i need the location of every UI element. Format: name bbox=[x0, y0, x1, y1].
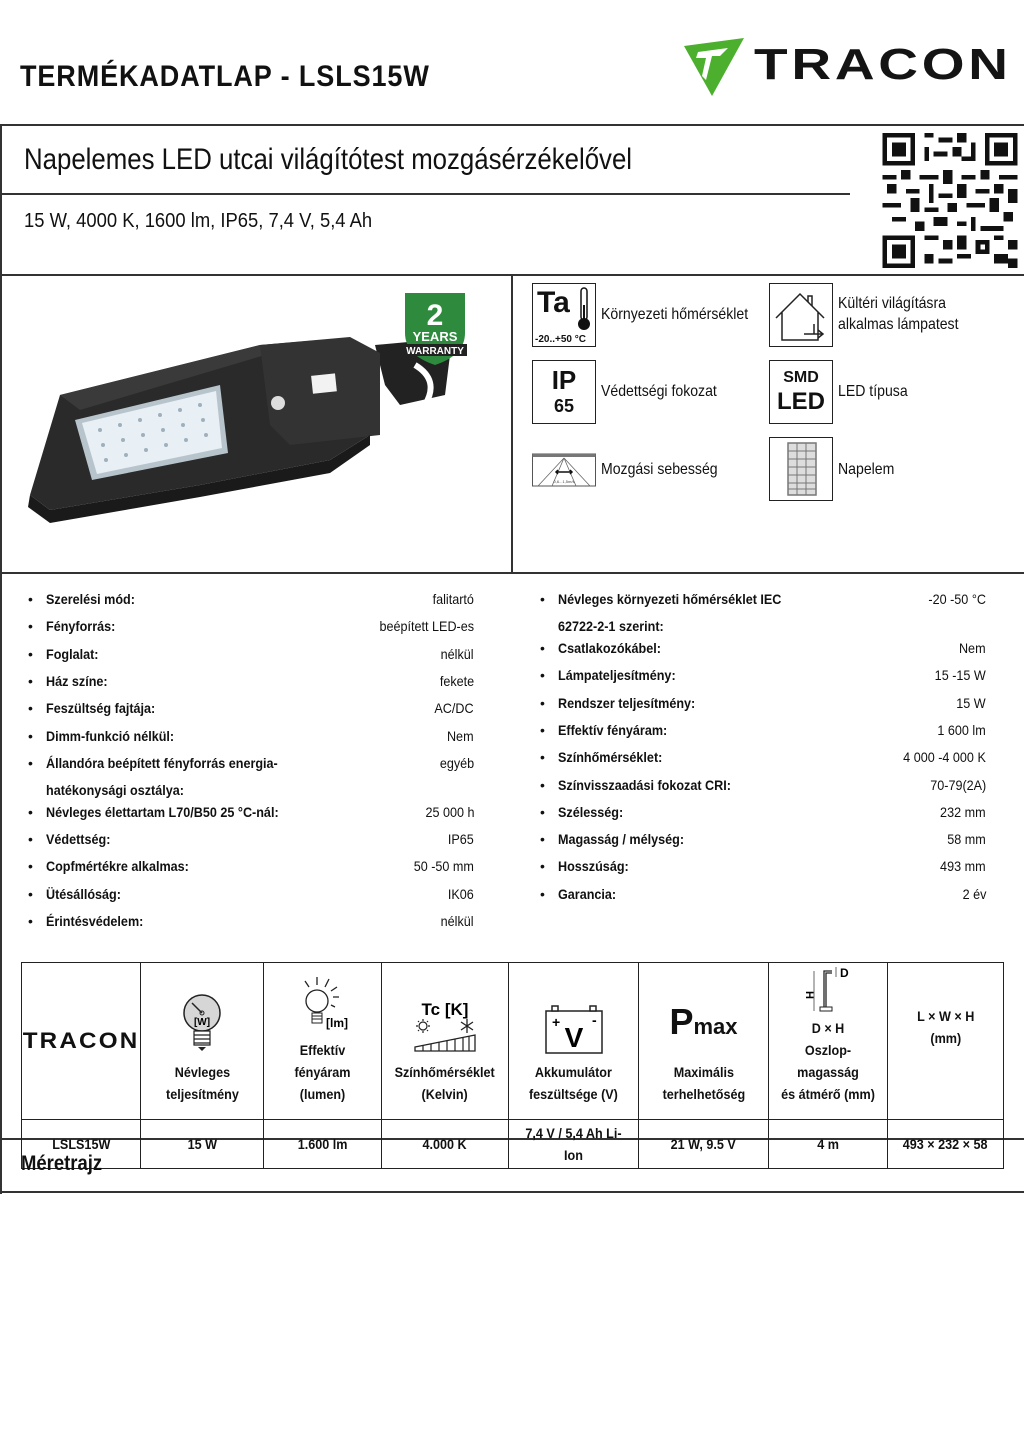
spec-label: Lámpateljesítmény: bbox=[558, 667, 676, 684]
spec-label: Ütésállóság: bbox=[46, 885, 121, 902]
frame-left bbox=[0, 124, 2, 1194]
spec-value: IP65 bbox=[448, 831, 474, 848]
bulb-watt-icon bbox=[180, 991, 224, 1055]
spec-row bbox=[540, 719, 986, 741]
spec-label: Színvisszaadási fokozat CRI: bbox=[558, 776, 731, 793]
divider bbox=[0, 193, 850, 195]
bullet-icon: • bbox=[28, 672, 33, 689]
product-title: Napelemes LED utcai világítótest mozgásérzékelővel bbox=[24, 143, 633, 176]
svg-text:WARRANTY: WARRANTY bbox=[406, 346, 464, 357]
thermometer-icon bbox=[577, 287, 591, 331]
bullet-icon: • bbox=[28, 831, 33, 848]
bullet-icon: • bbox=[540, 694, 545, 711]
spec-label: Állandóra beépített fényforrás energia- bbox=[46, 754, 278, 771]
spec-row bbox=[28, 588, 474, 610]
svg-text:0,6...1,5m/s: 0,6...1,5m/s bbox=[553, 479, 575, 484]
color-temperature-icon bbox=[413, 999, 477, 1055]
spec-label: Ház színe: bbox=[46, 672, 108, 689]
summary-value: 7,4 V / 5,4 Ah Li-Ion bbox=[509, 1120, 639, 1169]
spec-label: Szélesség: bbox=[558, 803, 624, 820]
spec-row bbox=[28, 752, 474, 801]
bullet-icon: • bbox=[540, 721, 545, 738]
spec-row bbox=[28, 697, 474, 719]
bullet-icon: • bbox=[28, 885, 33, 902]
svg-text:+: + bbox=[551, 1014, 560, 1030]
spec-value: Nem bbox=[959, 640, 986, 656]
spec-label: Színhőmérséklet: bbox=[558, 749, 663, 766]
spec-value: beépített LED-es bbox=[379, 618, 474, 635]
spec-row bbox=[540, 664, 986, 686]
spec-label: Foglalat: bbox=[46, 645, 99, 662]
divider bbox=[0, 572, 1024, 574]
spec-row bbox=[540, 801, 986, 823]
divider bbox=[511, 274, 513, 574]
summary-pmax-cell: Pmax Maximális terhelhetőség bbox=[639, 963, 769, 1120]
spec-row bbox=[28, 670, 474, 692]
spec-label: Garancia: bbox=[558, 885, 617, 902]
spec-row bbox=[540, 692, 986, 714]
dimension-drawing-heading: Méretrajz bbox=[21, 1152, 103, 1175]
spec-label-cont: 62722-2-1 szerint: bbox=[558, 618, 664, 634]
spec-row bbox=[28, 615, 474, 637]
svg-text:V: V bbox=[564, 1022, 583, 1053]
spec-row bbox=[540, 637, 986, 659]
bullet-icon: • bbox=[28, 700, 33, 717]
summary-brand-cell bbox=[22, 963, 141, 1120]
qr-code-icon[interactable] bbox=[881, 133, 1019, 268]
feature-label: LED típusa bbox=[838, 383, 908, 400]
spec-label: Dimm-funkció nélkül: bbox=[46, 727, 175, 744]
spec-value: fekete bbox=[439, 672, 474, 689]
summary-value: 493 × 232 × 58 bbox=[888, 1120, 1004, 1169]
spec-value: nélkül bbox=[441, 645, 474, 662]
spec-row bbox=[28, 725, 474, 747]
outdoor-house-icon bbox=[769, 283, 833, 347]
bullet-icon: • bbox=[28, 913, 33, 929]
spec-value: 232 mm bbox=[940, 803, 986, 820]
spec-value: falitartó bbox=[432, 591, 474, 607]
spec-value: AC/DC bbox=[434, 700, 474, 717]
divider bbox=[0, 1191, 1024, 1193]
divider bbox=[0, 124, 1024, 126]
summary-value: 4.000 K bbox=[382, 1120, 509, 1169]
svg-text:[lm]: [lm] bbox=[325, 1016, 348, 1030]
bullet-icon: • bbox=[28, 754, 33, 771]
spec-value: Nem bbox=[447, 727, 474, 744]
feature-label: Védettségi fokozat bbox=[601, 383, 717, 400]
spec-value: 25 000 h bbox=[424, 803, 474, 820]
spec-row bbox=[28, 643, 474, 665]
pole-dimension-icon bbox=[796, 965, 860, 1015]
bullet-icon: • bbox=[28, 591, 33, 607]
summary-kelvin-cell: Tc [K] Színhőmérséklet (Kelvin) bbox=[382, 963, 509, 1120]
spec-label: Feszültség fajtája: bbox=[46, 700, 156, 717]
svg-text:-: - bbox=[591, 1012, 597, 1028]
spec-row bbox=[540, 855, 986, 877]
summary-value: 4 m bbox=[769, 1120, 888, 1169]
spec-row bbox=[28, 801, 474, 823]
summary-values-row bbox=[22, 1120, 1004, 1169]
spec-label: Rendszer teljesítmény: bbox=[558, 694, 696, 711]
spec-value: 70-79(2A) bbox=[929, 776, 986, 793]
spec-value: IK06 bbox=[448, 885, 474, 902]
spec-value: -20 -50 °C bbox=[928, 591, 986, 607]
spec-row bbox=[540, 828, 986, 850]
ip-rating-icon: IP 65 bbox=[532, 360, 596, 424]
spec-label: Effektív fényáram: bbox=[558, 721, 668, 738]
spec-label: Magasság / mélység: bbox=[558, 831, 685, 848]
smd-led-icon: SMD LED bbox=[769, 360, 833, 424]
ambient-temperature-icon: Ta -20..+50 °C bbox=[532, 283, 596, 347]
bullet-icon: • bbox=[28, 803, 33, 820]
summary-power-cell: [W] Névleges teljesítmény bbox=[141, 963, 264, 1120]
tracon-logo bbox=[682, 36, 1012, 98]
bullet-icon: • bbox=[28, 858, 33, 875]
bullet-icon: • bbox=[540, 831, 545, 848]
summary-model-value: LSLS15W bbox=[22, 1120, 141, 1169]
summary-lumen-cell: [lm] Effektív fényáram (lumen) bbox=[264, 963, 382, 1120]
brand-name: TRACON bbox=[754, 40, 1012, 89]
svg-text:2: 2 bbox=[426, 299, 444, 332]
summary-value: 1.600 lm bbox=[264, 1120, 382, 1169]
spec-row bbox=[28, 910, 474, 932]
summary-pole-cell: H D D × H Oszlop-magasság és átmérő (mm) bbox=[769, 963, 888, 1120]
spec-row bbox=[540, 588, 986, 637]
spec-label: Szerelési mód: bbox=[46, 591, 135, 607]
summary-battery-cell: + - V Akkumulátor feszültsége (V) bbox=[509, 963, 639, 1120]
spec-label: Védettség: bbox=[46, 831, 111, 848]
spec-value: 4 000 -4 000 K bbox=[903, 749, 986, 766]
summary-value: 15 W bbox=[141, 1120, 264, 1169]
spec-label: Hosszúság: bbox=[558, 858, 629, 875]
spec-row bbox=[540, 746, 986, 768]
svg-text:D: D bbox=[840, 966, 849, 980]
spec-value: egyéb bbox=[439, 754, 474, 771]
product-image bbox=[20, 285, 490, 565]
brand-name: TRACON bbox=[22, 1028, 140, 1053]
spec-value: nélkül bbox=[441, 913, 474, 929]
bullet-icon: • bbox=[540, 640, 545, 656]
spec-label: Copfmértékre alkalmas: bbox=[46, 858, 189, 875]
summary-table bbox=[21, 962, 1004, 1169]
spec-value: 493 mm bbox=[940, 858, 986, 875]
bullet-icon: • bbox=[540, 591, 545, 607]
spec-label: Névleges környezeti hőmérséklet IEC bbox=[558, 591, 782, 607]
spec-value: 50 -50 mm bbox=[413, 858, 474, 875]
bullet-icon: • bbox=[540, 667, 545, 684]
bullet-icon: • bbox=[28, 618, 33, 635]
spec-row bbox=[28, 828, 474, 850]
spec-label: Érintésvédelem: bbox=[46, 913, 144, 929]
spec-label: Fényforrás: bbox=[46, 618, 116, 635]
summary-dimensions-cell: L × W × H (mm) bbox=[888, 963, 1004, 1120]
bullet-icon: • bbox=[540, 885, 545, 902]
warranty-badge bbox=[403, 293, 467, 365]
spec-value: 58 mm bbox=[947, 831, 986, 848]
document-title: TERMÉKADATLAP - LSLS15W bbox=[20, 60, 430, 93]
svg-text:[W]: [W] bbox=[193, 1017, 211, 1028]
spec-row bbox=[540, 883, 986, 905]
spec-value: 1 600 lm bbox=[937, 721, 986, 738]
summary-header-row bbox=[22, 963, 1004, 1120]
bullet-icon: • bbox=[540, 803, 545, 820]
tracon-logo-icon bbox=[682, 36, 748, 98]
bulb-lumen-icon bbox=[293, 977, 353, 1033]
feature-label: Kültéri világításra alkalmas lámpatest bbox=[838, 295, 959, 333]
svg-text:Tc [K]: Tc [K] bbox=[421, 1000, 469, 1019]
bullet-icon: • bbox=[540, 858, 545, 875]
solar-panel-icon bbox=[769, 437, 833, 501]
bullet-icon: • bbox=[28, 645, 33, 662]
feature-label: Környezeti hőmérséklet bbox=[601, 306, 749, 323]
spec-row bbox=[28, 855, 474, 877]
motion-speed-icon bbox=[532, 452, 596, 488]
battery-voltage-icon bbox=[542, 1003, 606, 1055]
feature-label: Mozgási sebesség bbox=[601, 461, 718, 478]
summary-value: 21 W, 9.5 V bbox=[639, 1120, 769, 1169]
svg-text:H: H bbox=[803, 991, 815, 999]
pmax-icon: Pmax bbox=[669, 1001, 738, 1042]
spec-label: Névleges élettartam L70/B50 25 °C-nál: bbox=[46, 803, 279, 820]
product-subtitle: 15 W, 4000 K, 1600 lm, IP65, 7,4 V, 5,4 Ah bbox=[24, 210, 373, 232]
spec-row bbox=[540, 774, 986, 796]
spec-value: 2 év bbox=[962, 885, 986, 902]
bullet-icon: • bbox=[540, 776, 545, 793]
bullet-icon: • bbox=[540, 749, 545, 766]
bullet-icon: • bbox=[28, 727, 33, 744]
spec-row bbox=[28, 883, 474, 905]
spec-label: Csatlakozókábel: bbox=[558, 640, 661, 656]
svg-text:YEARS: YEARS bbox=[412, 329, 458, 344]
spec-value: 15 W bbox=[956, 694, 986, 711]
spec-label-cont: hatékonysági osztálya: bbox=[46, 781, 184, 798]
spec-value: 15 -15 W bbox=[934, 667, 986, 684]
feature-label: Napelem bbox=[838, 461, 895, 478]
